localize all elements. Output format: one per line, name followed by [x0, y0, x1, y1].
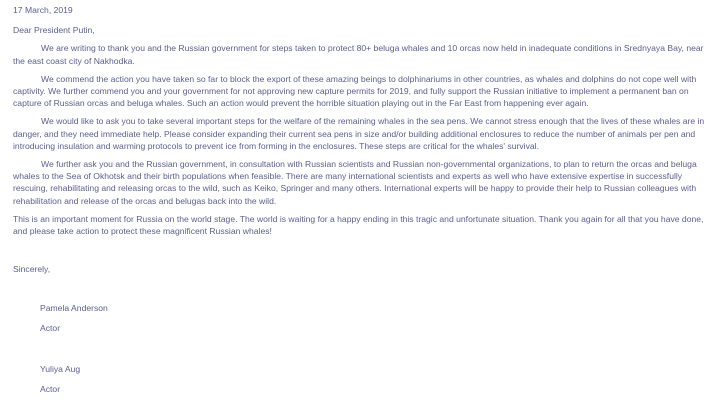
paragraph-2: We commend the action you have taken so far to block the export of these amazing beings to dolphinariums in other countries, as whales and dolphins do not cope well with captivity. We further commend you and your government for not approving new capture permits for 2019, and fully support the Russian initiative to implement a permanent ban on capture of Russian orcas and beluga whales. Such an action would prevent the horrible situation playing out in the Far East from happening ever again. [13, 73, 697, 109]
closing: Sincerely, [13, 264, 51, 274]
final-paragraph: This is an important moment for Russia on the world stage. The world is waiting for a happy ending in this tragic and unfortunate situation. Thank you again for all that you have done, and please take action to protect these magnificent Russian whales! [13, 213, 704, 237]
signatory-title: Actor [40, 323, 61, 333]
paragraph-4: We further ask you and the Russian government, in consultation with Russian scientists and Russian non-governmental organizations, to plan to return the orcas and beluga whales to the Sea of Okhotsk and their birth populations when feasible. There are many international scientists and experts as well who have extensive expertise in successfully rescuing, rehabilitating and releasing orcas to the wild, such as Keiko, Springer and many others. International experts will be happy to provide their help to Russian colleagues with rehabilitation and release of the orcas and belugas back into the wild. [13, 159, 697, 206]
signatory-name: Yuliya Aug [40, 364, 81, 374]
paragraph-1: We are writing to thank you and the Russian government for steps taken to protect 80+ beluga whales and 10 orcas now held in inadequate conditions in Srednyaya Bay, near the east coast city of Nakhodka. [13, 43, 704, 66]
salutation: Dear President Putin, [13, 25, 95, 36]
paragraph-3: We would like to ask you to take several important steps for the welfare of the remaining whales in the sea pens. We cannot stress enough that the lives of these whales are in danger, and they need immediate help. Please consider expanding their current sea pens in size and/or building additional enclosures to reduce the number of animals per pen and introducing insulation and warming protocols to prevent ice from forming in the enclosures. These steps are critical for the whales' survival. [13, 116, 705, 151]
letter-date: 17 March, 2019 [13, 5, 73, 15]
letter-body [13, 4, 713, 237]
signatory-name: Pamela Anderson [40, 303, 108, 313]
signatory-title: Actor [40, 384, 61, 394]
